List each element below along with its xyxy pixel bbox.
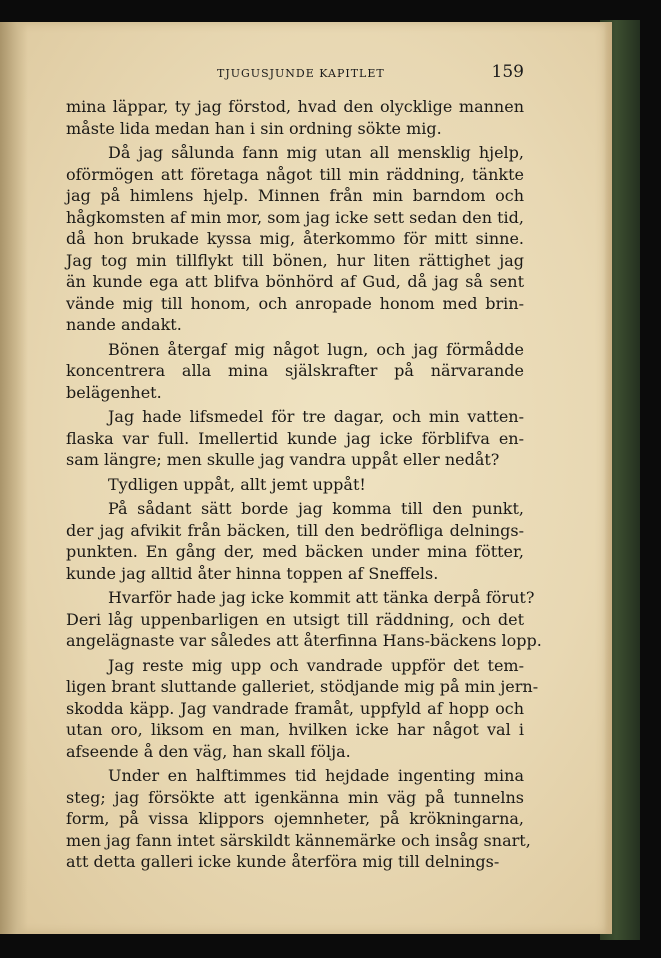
page-gutter-shadow bbox=[0, 22, 28, 934]
text-line: utan oro, liksom en man, hvilken icke har något val i bbox=[66, 720, 524, 739]
text-line: belägenhet. bbox=[66, 382, 162, 402]
text-line: ligen brant sluttande galleriet, stödjande mig på min jern- bbox=[66, 677, 539, 696]
text-line: Jag hade lifsmedel för tre dagar, och min vatten- bbox=[108, 407, 524, 426]
text-line: sam längre; men skulle jag vandra uppåt eller nedåt? bbox=[66, 450, 500, 469]
text-line: nande andakt. bbox=[66, 315, 182, 334]
text-line: vände mig till honom, och anropade honom med brin- bbox=[66, 293, 524, 313]
text-line: Bönen återgaf mig något lugn, och jag förmådde bbox=[108, 339, 524, 359]
text-line: Hvarför hade jag icke kommit att tänka derpå förut? bbox=[108, 588, 535, 607]
text-line: skodda käpp. Jag vandrade framåt, uppfyld af hopp och bbox=[66, 698, 524, 718]
paragraph bbox=[66, 765, 531, 873]
text-line: hågkomsten af min mor, som jag icke sett sedan den tid, bbox=[66, 207, 524, 227]
text-line: Under en halftimmes tid hejdade ingenting mina bbox=[108, 766, 524, 785]
text-line: flaska var full. Imellertid kunde jag icke förblifva en- bbox=[66, 428, 524, 448]
paragraph bbox=[66, 498, 524, 584]
text-line: Jag tog min tillflykt till bönen, hur liten rättighet jag bbox=[66, 250, 524, 270]
running-head bbox=[60, 62, 530, 86]
paragraph bbox=[66, 96, 524, 139]
paragraph bbox=[66, 406, 524, 471]
paragraph bbox=[66, 655, 539, 763]
body-text bbox=[66, 96, 542, 873]
text-line: än kunde ega att blifva bönhörd af Gud, då jag så sent bbox=[66, 272, 524, 291]
paragraph bbox=[66, 587, 542, 652]
text-line: Deri låg uppenbarligen en utsigt till räddning, och det bbox=[66, 609, 524, 629]
text-line: punkten. En gång der, med bäcken under mina fötter, bbox=[66, 542, 524, 561]
text-line: koncentrera alla mina själskrafter på närvarande bbox=[66, 361, 524, 380]
text-line: der jag afvikit från bäcken, till den bedröfliga delnings- bbox=[66, 520, 524, 540]
page-edge bbox=[604, 22, 612, 934]
text-line: Tydligen uppåt, allt jemt uppåt! bbox=[108, 474, 366, 494]
text-line: Då jag sålunda fann mig utan all mensklig hjelp, bbox=[108, 143, 524, 162]
chapter-title: TJUGUSJUNDE KAPITLET bbox=[217, 67, 385, 80]
text-line: form, på vissa klippors ojemnheter, på krökningarna, bbox=[66, 809, 524, 828]
paragraph bbox=[66, 339, 524, 404]
text-line: mina läppar, ty jag förstod, hvad den olycklige mannen bbox=[66, 97, 524, 116]
text-line: måste lida medan han i sin ordning sökte mig. bbox=[66, 118, 442, 138]
page-number: 159 bbox=[491, 62, 524, 82]
paragraph bbox=[66, 474, 524, 496]
paragraph bbox=[66, 142, 524, 336]
text-line: På sådant sätt borde jag komma till den punkt, bbox=[108, 499, 524, 518]
text-line: då hon brukade kyssa mig, återkommo för mitt sinne. bbox=[66, 229, 524, 248]
text-line: kunde jag alltid åter hinna toppen af Sneffels. bbox=[66, 563, 439, 583]
text-line: angelägnaste var således att återfinna Hans-bäckens lopp. bbox=[66, 631, 542, 650]
text-line: oförmögen att företaga något till min räddning, tänkte bbox=[66, 164, 524, 184]
text-line: Jag reste mig upp och vandrade uppför det tem- bbox=[108, 655, 524, 675]
text-line: att detta galleri icke kunde återföra mig till delnings- bbox=[66, 852, 500, 871]
text-line: afseende å den väg, han skall följa. bbox=[66, 741, 351, 761]
text-line: jag på himlens hjelp. Minnen från min barndom och bbox=[66, 186, 524, 205]
text-line: steg; jag försökte att igenkänna min väg på tunnelns bbox=[66, 787, 524, 807]
text-line: men jag fann intet särskildt kännemärke och insåg snart, bbox=[66, 830, 531, 850]
